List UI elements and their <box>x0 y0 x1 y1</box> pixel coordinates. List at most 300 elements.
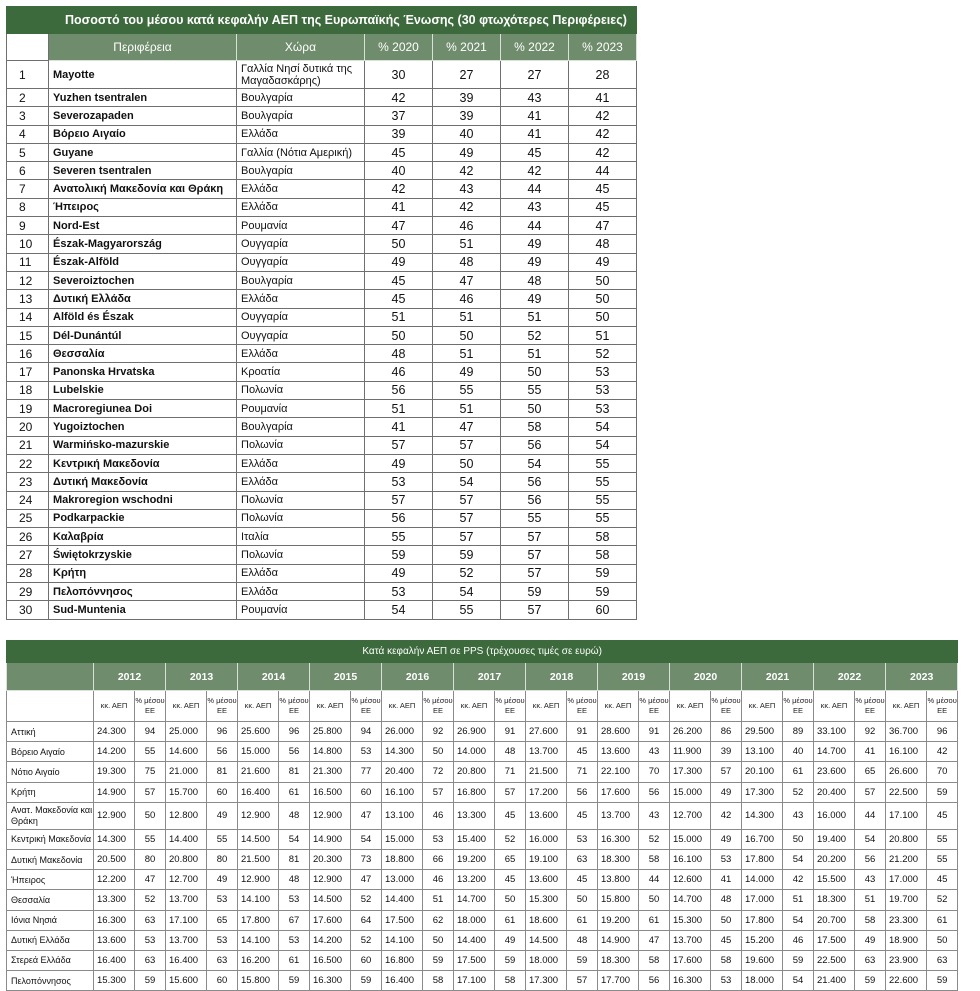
country-cell: Ελλάδα <box>237 180 365 198</box>
gdp-value-cell: 16.400 <box>166 950 207 970</box>
gdp-value-cell: 17.500 <box>382 910 423 930</box>
subheader-eu-average-percent: % μέσου ΕΕ <box>711 691 742 722</box>
eu-percent-cell: 91 <box>567 722 598 742</box>
gdp-value-cell: 22.600 <box>886 971 927 991</box>
gdp-value-cell: 16.400 <box>94 950 135 970</box>
eu-percent-cell: 50 <box>423 742 454 762</box>
gdp-value-cell: 14.500 <box>310 890 351 910</box>
value-2021-cell: 51 <box>433 400 501 418</box>
gdp-value-cell: 12.700 <box>670 802 711 829</box>
rank-cell: 30 <box>7 601 49 619</box>
region-cell: Θεσσαλία <box>49 345 237 363</box>
table1-row <box>7 381 637 399</box>
eu-percent-cell: 49 <box>495 930 526 950</box>
gdp-value-cell: 12.600 <box>670 870 711 890</box>
eu-percent-cell: 57 <box>135 782 166 802</box>
region-name-cell: Νότιο Αιγαίο <box>7 762 94 782</box>
eu-percent-cell: 50 <box>495 890 526 910</box>
eu-percent-cell: 75 <box>135 762 166 782</box>
value-2020-cell: 56 <box>365 509 433 527</box>
rank-cell: 20 <box>7 418 49 436</box>
gdp-value-cell: 24.300 <box>94 722 135 742</box>
country-cell: Ουγγαρία <box>237 235 365 253</box>
eu-percent-cell: 59 <box>351 971 382 991</box>
gdp-value-cell: 21.400 <box>814 971 855 991</box>
region-cell: Alföld és Észak <box>49 308 237 326</box>
gdp-value-cell: 15.800 <box>238 971 279 991</box>
value-2021-cell: 49 <box>433 143 501 161</box>
eu-percent-cell: 48 <box>279 870 310 890</box>
eu-percent-cell: 47 <box>351 870 382 890</box>
gdp-value-cell: 13.700 <box>526 742 567 762</box>
eu-percent-cell: 59 <box>783 950 814 970</box>
year-header-2020: 2020 <box>670 663 742 691</box>
table2-row <box>7 802 958 829</box>
year-header-2021: 2021 <box>742 663 814 691</box>
value-2023-cell: 53 <box>569 400 637 418</box>
table1-header-rank <box>7 34 49 61</box>
eu-percent-cell: 54 <box>783 849 814 869</box>
eu-percent-cell: 61 <box>495 910 526 930</box>
eu-percent-cell: 47 <box>135 870 166 890</box>
table1-row <box>7 454 637 472</box>
subheader-eu-average-percent: % μέσου ΕΕ <box>783 691 814 722</box>
eu-percent-cell: 54 <box>279 829 310 849</box>
eu-percent-cell: 45 <box>495 870 526 890</box>
gdp-value-cell: 18.300 <box>814 890 855 910</box>
eu-percent-cell: 43 <box>639 802 670 829</box>
eu-percent-cell: 49 <box>711 829 742 849</box>
eu-percent-cell: 60 <box>207 782 238 802</box>
table2-row <box>7 930 958 950</box>
value-2023-cell: 55 <box>569 473 637 491</box>
value-2021-cell: 49 <box>433 363 501 381</box>
eu-percent-cell: 58 <box>855 910 886 930</box>
gdp-value-cell: 17.800 <box>742 849 783 869</box>
eu-percent-cell: 56 <box>207 742 238 762</box>
value-2021-cell: 54 <box>433 473 501 491</box>
eu-percent-cell: 42 <box>783 870 814 890</box>
rank-cell: 6 <box>7 162 49 180</box>
gdp-value-cell: 16.300 <box>598 829 639 849</box>
subheader-eu-average-percent: % μέσου ΕΕ <box>351 691 382 722</box>
table1-row <box>7 235 637 253</box>
eu-percent-cell: 51 <box>855 890 886 910</box>
table2-title: Κατά κεφαλήν ΑΕΠ σε PPS (τρέχουσες τιμές σε ευρώ) <box>7 641 958 663</box>
value-2022-cell: 43 <box>501 89 569 107</box>
value-2021-cell: 40 <box>433 125 501 143</box>
region-name-cell: Πελοπόννησος <box>7 971 94 991</box>
rank-cell: 19 <box>7 400 49 418</box>
eu-percent-cell: 91 <box>495 722 526 742</box>
eu-percent-cell: 57 <box>423 782 454 802</box>
eu-percent-cell: 45 <box>711 930 742 950</box>
value-2022-cell: 50 <box>501 363 569 381</box>
region-cell: Βόρειο Αιγαίο <box>49 125 237 143</box>
gdp-value-cell: 14.200 <box>310 930 351 950</box>
gdp-value-cell: 19.400 <box>814 829 855 849</box>
eu-percent-cell: 65 <box>495 849 526 869</box>
table2-row <box>7 950 958 970</box>
value-2021-cell: 47 <box>433 271 501 289</box>
gdp-value-cell: 12.900 <box>310 870 351 890</box>
eu-percent-cell: 96 <box>279 722 310 742</box>
region-name-cell: Δυτική Μακεδονία <box>7 849 94 869</box>
gdp-value-cell: 15.800 <box>598 890 639 910</box>
value-2022-cell: 27 <box>501 61 569 89</box>
gdp-value-cell: 20.400 <box>814 782 855 802</box>
table2-row <box>7 722 958 742</box>
eu-percent-cell: 55 <box>207 829 238 849</box>
eu-percent-cell: 56 <box>567 782 598 802</box>
gdp-value-cell: 18.800 <box>382 849 423 869</box>
region-name-cell: Δυτική Ελλάδα <box>7 930 94 950</box>
table1-row <box>7 583 637 601</box>
gdp-value-cell: 18.300 <box>598 950 639 970</box>
year-header-2016: 2016 <box>382 663 454 691</box>
gdp-value-cell: 15.600 <box>166 971 207 991</box>
gdp-value-cell: 12.200 <box>94 870 135 890</box>
value-2021-cell: 51 <box>433 235 501 253</box>
table1-row <box>7 473 637 491</box>
subheader-eu-average-percent: % μέσου ΕΕ <box>855 691 886 722</box>
value-2022-cell: 57 <box>501 601 569 619</box>
eu-percent-cell: 42 <box>927 742 958 762</box>
region-cell: Warmińsko-mazurskie <box>49 436 237 454</box>
gdp-value-cell: 17.000 <box>742 890 783 910</box>
gdp-value-cell: 13.700 <box>598 802 639 829</box>
year-header-2018: 2018 <box>526 663 598 691</box>
eu-percent-cell: 40 <box>783 742 814 762</box>
eu-percent-cell: 50 <box>711 910 742 930</box>
table1-row <box>7 436 637 454</box>
value-2020-cell: 45 <box>365 271 433 289</box>
eu-percent-cell: 61 <box>927 910 958 930</box>
region-cell: Mayotte <box>49 61 237 89</box>
table2-row <box>7 849 958 869</box>
gdp-value-cell: 15.700 <box>166 782 207 802</box>
table1-row <box>7 601 637 619</box>
gdp-value-cell: 26.900 <box>454 722 495 742</box>
country-cell: Ελλάδα <box>237 454 365 472</box>
value-2021-cell: 51 <box>433 308 501 326</box>
gdp-value-cell: 14.700 <box>670 890 711 910</box>
value-2022-cell: 49 <box>501 253 569 271</box>
gdp-value-cell: 13.100 <box>742 742 783 762</box>
gdp-value-cell: 21.000 <box>166 762 207 782</box>
gdp-value-cell: 16.800 <box>454 782 495 802</box>
value-2020-cell: 53 <box>365 583 433 601</box>
region-cell: Sud-Muntenia <box>49 601 237 619</box>
gdp-value-cell: 25.600 <box>238 722 279 742</box>
value-2022-cell: 55 <box>501 509 569 527</box>
value-2021-cell: 47 <box>433 418 501 436</box>
gdp-value-cell: 20.200 <box>814 849 855 869</box>
eu-percent-cell: 56 <box>639 971 670 991</box>
value-2020-cell: 47 <box>365 217 433 235</box>
eu-percent-cell: 67 <box>279 910 310 930</box>
gdp-value-cell: 14.200 <box>94 742 135 762</box>
poorest-regions-table <box>6 6 637 620</box>
value-2023-cell: 42 <box>569 125 637 143</box>
eu-percent-cell: 41 <box>711 870 742 890</box>
value-2020-cell: 45 <box>365 143 433 161</box>
gdp-value-cell: 13.700 <box>670 930 711 950</box>
eu-percent-cell: 42 <box>711 802 742 829</box>
table2-row <box>7 910 958 930</box>
gdp-value-cell: 20.500 <box>94 849 135 869</box>
eu-percent-cell: 44 <box>855 802 886 829</box>
gdp-value-cell: 14.900 <box>310 829 351 849</box>
year-header-2014: 2014 <box>238 663 310 691</box>
gdp-value-cell: 15.000 <box>670 829 711 849</box>
subheader-eu-average-percent: % μέσου ΕΕ <box>495 691 526 722</box>
gdp-value-cell: 23.900 <box>886 950 927 970</box>
eu-percent-cell: 55 <box>135 742 166 762</box>
gdp-value-cell: 14.100 <box>382 930 423 950</box>
eu-percent-cell: 52 <box>351 930 382 950</box>
eu-percent-cell: 48 <box>567 930 598 950</box>
value-2021-cell: 42 <box>433 198 501 216</box>
eu-percent-cell: 49 <box>207 870 238 890</box>
gdp-value-cell: 18.300 <box>598 849 639 869</box>
gdp-value-cell: 18.600 <box>526 910 567 930</box>
table2-row <box>7 870 958 890</box>
gdp-value-cell: 21.600 <box>238 762 279 782</box>
rank-cell: 18 <box>7 381 49 399</box>
country-cell: Ελλάδα <box>237 290 365 308</box>
eu-percent-cell: 51 <box>423 890 454 910</box>
table1-row <box>7 418 637 436</box>
gdp-value-cell: 14.700 <box>814 742 855 762</box>
table1-row <box>7 509 637 527</box>
gdp-value-cell: 16.100 <box>670 849 711 869</box>
region-cell: Κρήτη <box>49 564 237 582</box>
eu-percent-cell: 71 <box>567 762 598 782</box>
eu-percent-cell: 63 <box>135 910 166 930</box>
eu-percent-cell: 60 <box>207 971 238 991</box>
rank-cell: 7 <box>7 180 49 198</box>
eu-percent-cell: 81 <box>279 849 310 869</box>
eu-percent-cell: 54 <box>783 910 814 930</box>
value-2022-cell: 48 <box>501 271 569 289</box>
eu-percent-cell: 63 <box>207 950 238 970</box>
table1-row <box>7 198 637 216</box>
gdp-value-cell: 15.500 <box>814 870 855 890</box>
region-cell: Καλαβρία <box>49 528 237 546</box>
value-2021-cell: 57 <box>433 436 501 454</box>
region-cell: Severozapaden <box>49 107 237 125</box>
eu-percent-cell: 61 <box>567 910 598 930</box>
eu-percent-cell: 71 <box>495 762 526 782</box>
gdp-value-cell: 12.900 <box>310 802 351 829</box>
year-header-2023: 2023 <box>886 663 958 691</box>
table1-row <box>7 107 637 125</box>
gdp-value-cell: 17.500 <box>454 950 495 970</box>
rank-cell: 22 <box>7 454 49 472</box>
gdp-value-cell: 19.600 <box>742 950 783 970</box>
table1-row <box>7 363 637 381</box>
year-header-2022: 2022 <box>814 663 886 691</box>
table2-row <box>7 742 958 762</box>
eu-percent-cell: 52 <box>783 782 814 802</box>
value-2022-cell: 56 <box>501 473 569 491</box>
eu-percent-cell: 52 <box>135 890 166 910</box>
value-2022-cell: 54 <box>501 454 569 472</box>
eu-percent-cell: 64 <box>351 910 382 930</box>
gdp-value-cell: 17.300 <box>670 762 711 782</box>
value-2023-cell: 45 <box>569 180 637 198</box>
region-name-cell: Κεντρική Μακεδονία <box>7 829 94 849</box>
region-name-cell: Αττική <box>7 722 94 742</box>
eu-percent-cell: 56 <box>639 782 670 802</box>
region-cell: Δυτική Μακεδονία <box>49 473 237 491</box>
eu-percent-cell: 62 <box>423 910 454 930</box>
gdp-value-cell: 20.400 <box>382 762 423 782</box>
table1-row <box>7 271 637 289</box>
value-2023-cell: 54 <box>569 418 637 436</box>
eu-percent-cell: 92 <box>855 722 886 742</box>
gdp-value-cell: 13.300 <box>94 890 135 910</box>
eu-percent-cell: 56 <box>279 742 310 762</box>
gdp-value-cell: 17.200 <box>526 782 567 802</box>
gdp-value-cell: 17.100 <box>454 971 495 991</box>
value-2021-cell: 46 <box>433 217 501 235</box>
eu-percent-cell: 60 <box>351 782 382 802</box>
gdp-value-cell: 13.800 <box>598 870 639 890</box>
gdp-value-cell: 14.500 <box>238 829 279 849</box>
gdp-value-cell: 16.500 <box>310 782 351 802</box>
table2-row <box>7 782 958 802</box>
table1-row <box>7 253 637 271</box>
table1-title: Ποσοστό του μέσου κατά κεφαλήν ΑΕΠ της Ευρωπαϊκής Ένωσης (30 φτωχότερες Περιφέρειες) <box>7 7 637 34</box>
gdp-value-cell: 17.600 <box>598 782 639 802</box>
value-2020-cell: 41 <box>365 418 433 436</box>
value-2023-cell: 44 <box>569 162 637 180</box>
region-cell: Panonska Hrvatska <box>49 363 237 381</box>
gdp-value-cell: 15.000 <box>670 782 711 802</box>
gdp-value-cell: 15.300 <box>526 890 567 910</box>
gdp-value-cell: 17.300 <box>742 782 783 802</box>
value-2020-cell: 37 <box>365 107 433 125</box>
gdp-value-cell: 36.700 <box>886 722 927 742</box>
gdp-value-cell: 12.900 <box>238 802 279 829</box>
gdp-value-cell: 13.600 <box>598 742 639 762</box>
value-2022-cell: 50 <box>501 400 569 418</box>
table1-row <box>7 217 637 235</box>
region-cell: Świętokrzyskie <box>49 546 237 564</box>
eu-percent-cell: 52 <box>927 890 958 910</box>
subheader-gdp-per-capita: κκ. ΑΕΠ <box>742 691 783 722</box>
rank-cell: 13 <box>7 290 49 308</box>
gdp-value-cell: 20.100 <box>742 762 783 782</box>
region-name-cell: Ανατ. Μακεδονία και Θράκη <box>7 802 94 829</box>
gdp-value-cell: 20.800 <box>454 762 495 782</box>
gdp-value-cell: 13.200 <box>454 870 495 890</box>
country-cell: Ελλάδα <box>237 125 365 143</box>
gdp-value-cell: 17.000 <box>886 870 927 890</box>
gdp-value-cell: 15.300 <box>94 971 135 991</box>
table2-row <box>7 971 958 991</box>
value-2023-cell: 59 <box>569 564 637 582</box>
table2-row <box>7 890 958 910</box>
value-2021-cell: 55 <box>433 381 501 399</box>
country-cell: Ελλάδα <box>237 198 365 216</box>
eu-percent-cell: 57 <box>711 762 742 782</box>
subheader-gdp-per-capita: κκ. ΑΕΠ <box>310 691 351 722</box>
eu-percent-cell: 81 <box>207 762 238 782</box>
gdp-value-cell: 13.100 <box>382 802 423 829</box>
eu-percent-cell: 59 <box>135 971 166 991</box>
gdp-value-cell: 17.800 <box>742 910 783 930</box>
rank-cell: 16 <box>7 345 49 363</box>
rank-cell: 10 <box>7 235 49 253</box>
eu-percent-cell: 59 <box>567 950 598 970</box>
subheader-gdp-per-capita: κκ. ΑΕΠ <box>238 691 279 722</box>
country-cell: Ουγγαρία <box>237 253 365 271</box>
region-cell: Guyane <box>49 143 237 161</box>
value-2023-cell: 55 <box>569 491 637 509</box>
eu-percent-cell: 49 <box>855 930 886 950</box>
country-cell: Ελλάδα <box>237 473 365 491</box>
eu-percent-cell: 43 <box>855 870 886 890</box>
value-2021-cell: 27 <box>433 61 501 89</box>
eu-percent-cell: 53 <box>207 930 238 950</box>
value-2021-cell: 52 <box>433 564 501 582</box>
table1-row <box>7 162 637 180</box>
region-cell: Κεντρική Μακεδονία <box>49 454 237 472</box>
gdp-value-cell: 25.800 <box>310 722 351 742</box>
year-header-2019: 2019 <box>598 663 670 691</box>
table1-header-2020: % 2020 <box>365 34 433 61</box>
country-cell: Πολωνία <box>237 546 365 564</box>
rank-cell: 29 <box>7 583 49 601</box>
gdp-value-cell: 22.100 <box>598 762 639 782</box>
value-2020-cell: 30 <box>365 61 433 89</box>
eu-percent-cell: 53 <box>207 890 238 910</box>
gdp-value-cell: 17.100 <box>886 802 927 829</box>
region-cell: Macroregiunea Doi <box>49 400 237 418</box>
eu-percent-cell: 53 <box>423 829 454 849</box>
gdp-value-cell: 14.400 <box>166 829 207 849</box>
eu-percent-cell: 50 <box>783 829 814 849</box>
rank-cell: 21 <box>7 436 49 454</box>
country-cell: Βουλγαρία <box>237 162 365 180</box>
eu-percent-cell: 49 <box>711 782 742 802</box>
gdp-value-cell: 13.600 <box>526 870 567 890</box>
eu-percent-cell: 46 <box>783 930 814 950</box>
gdp-value-cell: 14.300 <box>382 742 423 762</box>
value-2023-cell: 42 <box>569 107 637 125</box>
gdp-value-cell: 13.700 <box>166 930 207 950</box>
gdp-value-cell: 15.200 <box>742 930 783 950</box>
gdp-value-cell: 17.600 <box>670 950 711 970</box>
table1-row <box>7 326 637 344</box>
gdp-value-cell: 14.100 <box>238 930 279 950</box>
gdp-value-cell: 16.400 <box>382 971 423 991</box>
eu-percent-cell: 59 <box>279 971 310 991</box>
eu-percent-cell: 45 <box>927 802 958 829</box>
subheader-eu-average-percent: % μέσου ΕΕ <box>423 691 454 722</box>
subheader-gdp-per-capita: κκ. ΑΕΠ <box>814 691 855 722</box>
eu-percent-cell: 46 <box>423 802 454 829</box>
value-2022-cell: 57 <box>501 528 569 546</box>
eu-percent-cell: 81 <box>279 762 310 782</box>
gdp-value-cell: 33.100 <box>814 722 855 742</box>
subheader-gdp-per-capita: κκ. ΑΕΠ <box>166 691 207 722</box>
gdp-value-cell: 13.300 <box>454 802 495 829</box>
gdp-value-cell: 23.300 <box>886 910 927 930</box>
